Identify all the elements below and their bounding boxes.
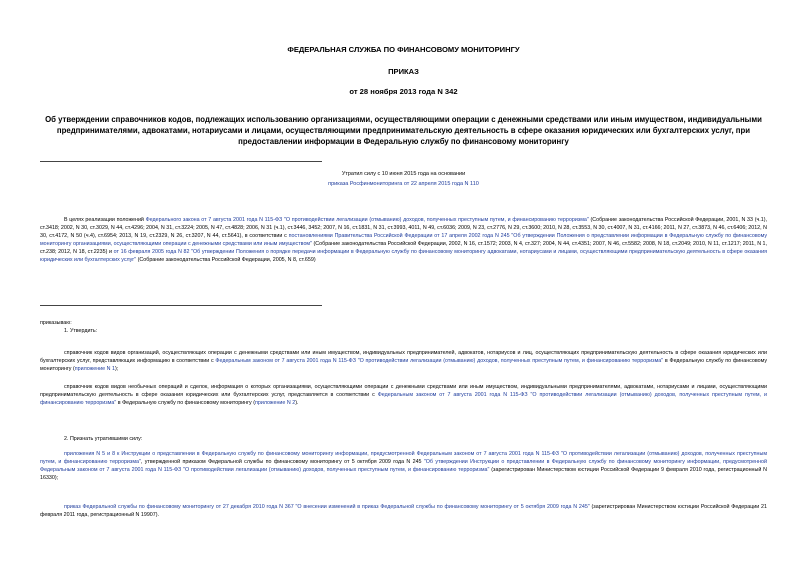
separator-bottom xyxy=(40,305,322,306)
item-text: ); xyxy=(114,366,119,373)
item-text: в Федеральную службу по финансовому мониторингу ( xyxy=(40,358,768,373)
preamble-paragraph xyxy=(40,216,767,265)
item-text: в Федеральную службу по финансовому мониторингу ( xyxy=(116,400,255,407)
law-115fz-link[interactable]: Федеральным законом от 7 августа 2001 года N 115-ФЗ "О противодействии легализации (отмыванию) доходов, полученных преступным путем, и финансированию терроризма" xyxy=(215,358,664,365)
preamble-text: (Собрание законодательства Российской Федерации, 2005, N 8, ст.659) xyxy=(136,257,316,264)
law-115fz-link[interactable]: Федерального закона от 7 августа 2001 года N 115-ФЗ "О противодействии легализации (отмыванию) доходов, полученных преступным путем, и финансированию терроризма" xyxy=(145,217,589,223)
agency-heading: ФЕДЕРАЛЬНАЯ СЛУЖБА ПО ФИНАНСОВОМУ МОНИТОРИНГУ xyxy=(287,45,520,54)
document-title: Об утверждении справочников кодов, подлежащих использованию организациями, осуществляющими операции с денежными средствами или иным имуществом, индивидуальными предпринимателями, адвокатами, нотариусами и лицами, осуществляющими предпринимательскую деятельность в сфере оказания юридических или бухгалтерских услуг, при предоставлении информации в Федеральную службу по финансовому мониторингу xyxy=(45,115,762,146)
item-1-heading: 1. Утвердить: xyxy=(64,328,98,334)
item-2b-paragraph xyxy=(40,503,767,519)
document-date-number: от 28 ноября 2013 года N 342 xyxy=(349,87,458,96)
separator-top xyxy=(40,161,322,162)
appendix-2-link[interactable]: приложение N 2 xyxy=(254,400,296,407)
lost-force-note: Утратил силу с 10 июня 2015 года на основании xyxy=(341,171,466,177)
appendices-5-8-link[interactable]: приложения N 5 и 8 к Инструкции о представлении в Федеральную службу по финансовому мониторингу информации, предусмотренной Федеральным законом от 7 августа 2001 года N 115-ФЗ "О противодействии легализации (отмыванию) доходов, полученных преступным путем, и финансированию терроризма" xyxy=(40,451,767,466)
item-2-heading: 2. Признать утратившими силу: xyxy=(64,436,143,442)
item-text: (зарегистрирован Министерством юстиции Российской Федерации 21 февраля 2011 года, регистрационный N 19907). xyxy=(40,504,767,519)
document-type: ПРИКАЗ xyxy=(388,67,419,76)
preamble-text: В целях реализации положений xyxy=(64,217,146,223)
order-367-link[interactable]: приказ Федеральной службы по финансовому мониторингу от 27 декабря 2010 года N 367 "О внесении изменений в приказ Федеральной службы по финансовому мониторингу от 5 октября 2009 года N 245" xyxy=(64,504,590,510)
item-2a-paragraph xyxy=(40,450,767,482)
order-245-link[interactable]: "Об утверждении Инструкции о представлении в Федеральную службу по финансовому мониторингу информации, предусмотренной Федеральным законом от 7 августа 2001 года N 115-ФЗ "О противодействии легализации (отмыванию) доходов, полученных преступным путем, и финансированию терроризма" xyxy=(40,459,767,474)
decree-245-link[interactable]: постановлениями Правительства Российской Федерации от 17 апреля 2002 года N 245 "Об утверждении Положения о представлении информации в Федеральную службу по финансовому мониторингу организациями, осуществляющими операции с денежными средствами или иным имуществом" xyxy=(40,233,768,248)
item-1a-paragraph xyxy=(40,349,767,373)
item-1b-paragraph xyxy=(40,383,767,407)
lost-force-link-line xyxy=(250,180,557,189)
lost-force-link[interactable]: приказа Росфинмониторинга от 22 апреля 2015 года N 110 xyxy=(328,181,479,187)
orders-label: приказываю: xyxy=(40,320,72,326)
item-text: (зарегистрирован Министерством юстиции Российской Федерации 9 февраля 2010 года, регистрационный N 16330); xyxy=(40,467,768,482)
preamble-text: (Собрание законодательства Российской Федерации, 2001, N 33 (ч.1), ст.3418; 2002, N 30, ст.3029, N 44, ст.4296; 2004, N 31, ст.3224; 2005, N 47, ст.4828; 2006, N 31 (ч.1), ст.3446, 3452; 2007, N 16, ст.1831, N 31, ст.3993, 4011, N 49, ст.6036; 2009, N 23, ст.2776, N 29, ст.3600; 2010, N 28, ст.3553, N 30, ст.4007, N 31, ст.4166; 2011, N 27, ст.3873, N 46, ст.6406; 2012, N 30, ст.4172, N 50 (ч.4), ст.6954; 2013, N 19, ст.2329, N 26, ст.3207, N 44, ст.5641), в соответствии с xyxy=(40,217,767,240)
decree-82-link[interactable]: от 16 февраля 2005 года N 82 "Об утверждении Положения о порядке передачи информации в Федеральную службу по финансовому мониторингу адвокатами, нотариусами и лицами, осуществляющими предпринимательскую деятельность в сфере оказания юридических или бухгалтерских услуг" xyxy=(40,249,767,264)
preamble-text: (Собрание законодательства Российской Федерации, 2002, N 16, ст.1572; 2003, N 4, ст.327; 2004, N 44, ст.4351; 2007, N 46, ст.5582; 2008, N 18, ст.2049; 2010, N 11, ст.1217; 2011, N 1, ст.238; 2012, N 18, ст.2235) и xyxy=(40,241,768,256)
item-text: справочник кодов видов необычных операций и сделок, информация о которых организациями, осуществляющими операции с денежными средствами или иным имуществом, индивидуальными предпринимателями, адвокатами, нотариусами и лицами, осуществляющими предпринимательскую деятельность в сфере оказания юридических или бухгалтерских услуг, представляется в соответствии с xyxy=(40,384,767,399)
item-text: ). xyxy=(295,400,299,407)
item-text: , утвержденной приказом Федеральной службы по финансовому мониторингу от 5 октября 2009 года N 245 xyxy=(140,459,424,466)
item-text: справочник кодов видов организаций, осуществляющих операции с денежными средствами или иным имуществом, индивидуальных предпринимателей, адвокатов, нотариусов и лиц, осуществляющих предпринимательскую деятельность в сфере оказания юридических или бухгалтерских услуг, представляющих информацию в соответствии с xyxy=(40,350,767,365)
appendix-1-link[interactable]: приложение N 1 xyxy=(74,366,115,373)
law-115fz-link[interactable]: Федеральным законом от 7 августа 2001 года N 115-ФЗ "О противодействии легализации (отмыванию) доходов, полученных преступным путем, и финансированию терроризма" xyxy=(40,392,767,407)
